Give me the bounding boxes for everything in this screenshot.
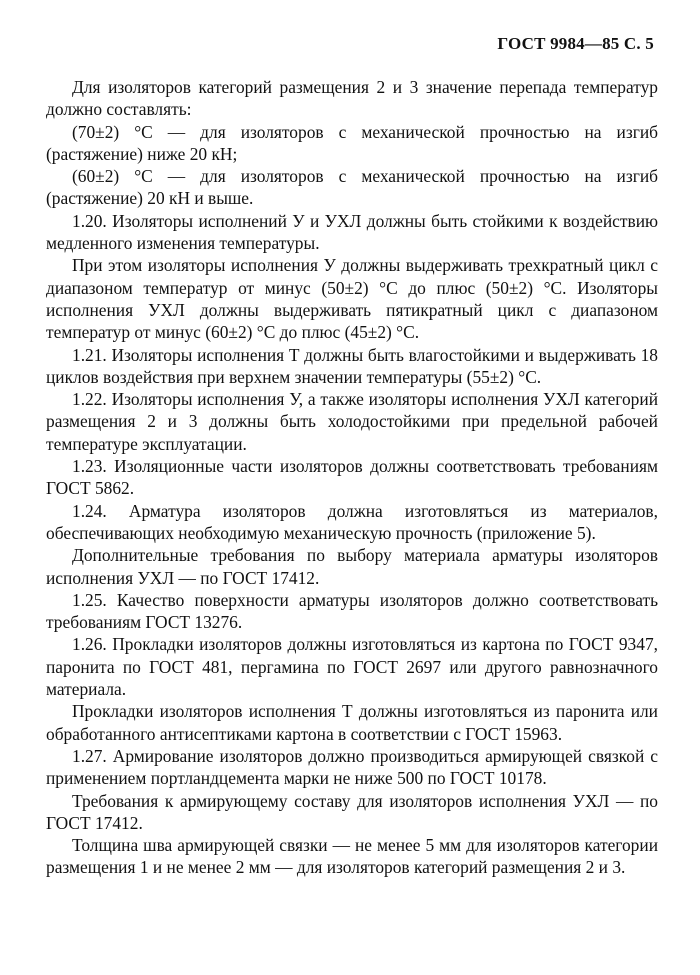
paragraph-1-25: 1.25. Качество поверхности арматуры изоляторов должно соответствовать требованиям ГОСТ 13276. <box>46 589 658 633</box>
page-header: ГОСТ 9984—85 С. 5 <box>497 34 654 53</box>
paragraph-60-degrees: (60±2) °С — для изоляторов с механической прочностью на изгиб (растяжение) 20 кН и выше. <box>46 166 658 209</box>
paragraph-1-24: 1.24. Арматура изоляторов должна изготовляться из материалов, обеспечивающих необходимую механическую прочность (приложение 5). <box>46 500 658 543</box>
document-body <box>46 76 658 879</box>
paragraph-1-27: 1.27. Армирование изоляторов должно производиться армирующей связкой с применением портландцемента марки не ниже 500 по ГОСТ 10178. <box>46 745 658 789</box>
paragraph-gaskets-t: Прокладки изоляторов исполнения Т должны изготовляться из паронита или обработанного антисептиками картона в соответствии с ГОСТ 15963. <box>46 701 658 744</box>
paragraph-70-degrees: (70±2) °С — для изоляторов с механической прочностью на изгиб (растяжение) ниже 20 кН; <box>46 121 658 164</box>
paragraph-intro-temperature-drop: Для изоляторов категорий размещения 2 и 3 значение перепада температур должно составлять: <box>46 77 658 120</box>
paragraph-cycle-requirements: При этом изоляторы исполнения У должны выдерживать трехкратный цикл с диапазоном температур от минус (50±2) °С до плюс (50±2) °С. Изоляторы исполнения УХЛ должны выдерживать пятикратный цикл с диапазоном температур от минус (60±2) °С до плюс (45±2) °С. <box>46 255 658 343</box>
paragraph-1-23: 1.23. Изоляционные части изоляторов должны соответствовать требованиям ГОСТ 5862. <box>46 456 658 499</box>
paragraph-additional-requirements: Дополнительные требования по выбору материала арматуры изоляторов исполнения УХЛ — по ГОСТ 17412. <box>46 545 658 588</box>
paragraph-reinforcing-composition: Требования к армирующему составу для изоляторов исполнения УХЛ — по ГОСТ 17412. <box>46 790 658 833</box>
paragraph-1-22: 1.22. Изоляторы исполнения У, а также изоляторы исполнения УХЛ категорий размещения 2 и 3 должны быть холодостойкими при предельной рабочей температуре эксплуатации. <box>46 389 658 454</box>
paragraph-1-21: 1.21. Изоляторы исполнения Т должны быть влагостойкими и выдерживать 18 циклов воздействия при верхнем значении температуры (55±2) °С. <box>46 344 658 387</box>
paragraph-seam-thickness: Толщина шва армирующей связки — не менее 5 мм для изоляторов категории размещения 1 и не менее 2 мм — для изоляторов категорий размещения 2 и 3. <box>46 835 658 878</box>
paragraph-1-20: 1.20. Изоляторы исполнений У и УХЛ должны быть стойкими к воздействию медленного изменения температуры. <box>46 210 658 254</box>
paragraph-1-26: 1.26. Прокладки изоляторов должны изготовляться из картона по ГОСТ 9347, паронита по ГОСТ 481, пергамина по ГОСТ 2697 или другого равнозначного материала. <box>46 634 658 700</box>
